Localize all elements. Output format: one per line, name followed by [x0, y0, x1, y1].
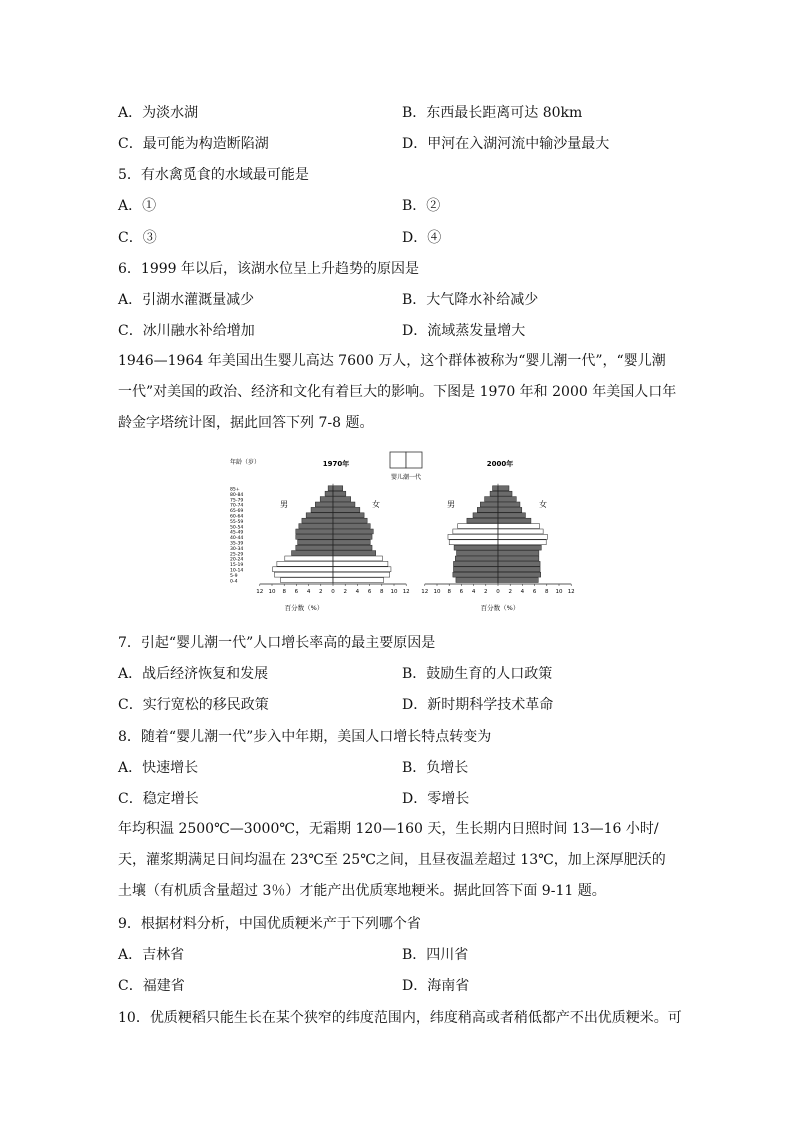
- female-bar-10-14: [498, 567, 540, 572]
- female-bar-25-29: [498, 551, 539, 556]
- age-group-label: 55-59: [230, 519, 244, 525]
- male-bar-35-39: [449, 540, 498, 545]
- age-group-label: 5-9: [230, 573, 238, 579]
- male-bar-10-14: [273, 567, 333, 572]
- male-bar-25-29: [457, 551, 498, 556]
- q4-option-b: B．东西最长距离可达 80km: [402, 105, 583, 121]
- x-tick-label: 4: [306, 589, 311, 595]
- age-group-label: 65-69: [230, 509, 244, 515]
- q5-option-d: D．④: [402, 230, 442, 246]
- x-tick-label: 4: [520, 589, 525, 595]
- q6-option-a: A．引湖水灌溉量减少: [118, 292, 255, 308]
- age-group-label: 15-19: [230, 563, 244, 569]
- x-tick-label: 8: [447, 589, 451, 595]
- age-group-label: 30-34: [230, 546, 244, 552]
- q4-option-a: A．为淡水湖: [118, 105, 199, 121]
- age-group-label: 25-29: [230, 552, 244, 558]
- age-group-label: 70-74: [230, 503, 244, 509]
- female-bar-75-79: [333, 497, 351, 502]
- x-tick-label: 12: [256, 589, 264, 595]
- q7-option-b: B．鼓励生育的人口政策: [402, 666, 553, 682]
- male-bar-80-84: [325, 491, 333, 496]
- male-bar-75-79: [485, 497, 498, 502]
- age-group-label: 10-14: [230, 568, 244, 574]
- female-bar-15-19: [498, 561, 540, 566]
- q5-option-a: A．①: [118, 198, 157, 214]
- q6-stem: 6．1999 年以后，该湖水位呈上升趋势的原因是: [118, 261, 419, 277]
- q9-option-c: C．福建省: [118, 978, 185, 994]
- x-tick-label: 8: [545, 589, 549, 595]
- male-bar-10-14: [453, 567, 498, 572]
- age-group-label: 20-24: [230, 557, 244, 563]
- q7-option-d: D．新时期科学技术革命: [402, 697, 554, 713]
- legend-label: 婴儿潮一代: [390, 474, 422, 481]
- x-tick-label: 2: [319, 589, 323, 595]
- female-bar-80-84: [333, 491, 346, 496]
- q9-option-d: D．海南省: [402, 978, 470, 994]
- male-bar-40-44: [296, 534, 333, 539]
- female-bar-40-44: [333, 534, 372, 539]
- x-axis-label-1970: 百分数（%）: [284, 604, 324, 612]
- male-bar-75-79: [320, 497, 333, 502]
- female-bar-60-64: [498, 513, 525, 518]
- male-bar-70-74: [480, 502, 498, 507]
- female-bar-55-59: [333, 518, 367, 523]
- q6-option-c: C．冰川融水补给增加: [118, 323, 255, 339]
- q10-stem: 10．优质粳稻只能生长在某个狭窄的纬度范围内，纬度稍高或者稍低都产不出优质粳米。可: [118, 1010, 682, 1026]
- x-tick-label: 6: [459, 589, 464, 595]
- population-pyramid-figure: [220, 450, 590, 618]
- male-bar-0-4: [456, 578, 498, 583]
- x-tick-label: 0: [331, 589, 335, 595]
- chart-title-2000: 2000年: [486, 460, 514, 468]
- female-bar-70-74: [498, 502, 520, 507]
- x-tick-label: 8: [380, 589, 384, 595]
- x-tick-label: 6: [367, 589, 372, 595]
- q9-option-a: A．吉林省: [118, 947, 185, 963]
- x-tick-label: 4: [471, 589, 476, 595]
- q8-option-d: D．零增长: [402, 791, 470, 807]
- q8-option-a: A．快速增长: [118, 760, 199, 776]
- female-bar-70-74: [333, 502, 355, 507]
- male-bar-40-44: [448, 534, 498, 539]
- q5-stem: 5．有水禽觅食的水域最可能是: [118, 167, 309, 183]
- male-bar-80-84: [490, 491, 498, 496]
- male-bar-70-74: [315, 502, 333, 507]
- male-bar-55-59: [467, 518, 498, 523]
- female-bar-75-79: [498, 497, 516, 502]
- female-bar-60-64: [333, 513, 364, 518]
- q4-option-d: D．甲河在入湖河流中输沙量最大: [402, 136, 610, 152]
- q6-option-d: D．流域蒸发量增大: [402, 323, 526, 339]
- x-tick-label: 0: [496, 589, 500, 595]
- female-bar-30-34: [333, 545, 372, 550]
- legend-box-right: [406, 452, 422, 468]
- female-bar-0-4: [333, 578, 384, 583]
- x-tick-label: 12: [421, 589, 429, 595]
- label-female-1970: 女: [372, 500, 380, 509]
- x-tick-label: 2: [508, 589, 512, 595]
- legend-box-left: [390, 452, 406, 468]
- female-bar-5-9: [333, 572, 390, 577]
- x-tick-label: 12: [402, 589, 410, 595]
- male-bar-65-69: [311, 507, 333, 512]
- age-group-label: 45-49: [230, 530, 244, 536]
- female-bar-55-59: [498, 518, 531, 523]
- q5-option-c: C．③: [118, 230, 157, 246]
- male-bar-5-9: [274, 572, 333, 577]
- x-tick-label: 2: [484, 589, 488, 595]
- q5-option-b: B．②: [402, 198, 441, 214]
- male-bar-45-49: [296, 529, 333, 534]
- female-bar-10-14: [333, 567, 391, 572]
- x-tick-label: 8: [282, 589, 286, 595]
- age-group-label: 50-54: [230, 525, 244, 531]
- male-bar-45-49: [453, 529, 498, 534]
- q7-stem: 7．引起“婴儿潮一代”人口增长率高的最主要原因是: [118, 635, 436, 651]
- y-axis-label: 年龄（岁）: [230, 459, 261, 466]
- male-bar-20-24: [285, 556, 333, 561]
- male-bar-0-4: [281, 578, 333, 583]
- age-group-label: 60-64: [230, 514, 244, 520]
- x-tick-label: 10: [555, 589, 563, 595]
- female-bar-80-84: [498, 491, 512, 496]
- label-male-1970: 男: [280, 500, 288, 509]
- age-group-label: 80-84: [230, 492, 244, 498]
- age-group-label: 35-39: [230, 541, 244, 547]
- male-bar-15-19: [277, 561, 333, 566]
- x-tick-label: 10: [390, 589, 398, 595]
- age-group-label: 40-44: [230, 536, 244, 542]
- chart-title-1970: 1970年: [322, 460, 350, 468]
- age-group-label: 0-4: [230, 579, 238, 585]
- q6-option-b: B．大气降水补给减少: [402, 292, 539, 308]
- female-bar-20-24: [498, 556, 539, 561]
- female-bar-40-44: [498, 534, 547, 539]
- label-female-2000: 女: [539, 500, 547, 509]
- x-tick-label: 6: [294, 589, 299, 595]
- male-bar-20-24: [455, 556, 498, 561]
- male-bar-85+: [328, 486, 333, 491]
- male-bar-30-34: [454, 545, 498, 550]
- q8-option-b: B．负增长: [402, 760, 469, 776]
- male-bar-55-59: [302, 518, 333, 523]
- female-bar-0-4: [498, 578, 538, 583]
- female-bar-35-39: [333, 540, 370, 545]
- q8-stem: 8．随着“婴儿潮一代”步入中年期，美国人口增长特点转变为: [118, 729, 492, 745]
- female-bar-50-54: [498, 524, 539, 529]
- x-tick-label: 2: [343, 589, 347, 595]
- label-male-2000: 男: [447, 500, 455, 509]
- female-bar-65-69: [333, 507, 360, 512]
- x-axis-label-2000: 百分数（%）: [480, 604, 520, 612]
- female-bar-30-34: [498, 545, 541, 550]
- age-group-label: 85+: [230, 487, 240, 493]
- q4-option-c: C．最可能为构造断陷湖: [118, 136, 269, 152]
- x-tick-label: 10: [268, 589, 276, 595]
- female-bar-15-19: [333, 561, 388, 566]
- q8-option-c: C．稳定增长: [118, 791, 199, 807]
- x-tick-label: 4: [355, 589, 360, 595]
- male-bar-65-69: [477, 507, 498, 512]
- female-bar-20-24: [333, 556, 382, 561]
- age-group-label: 75-79: [230, 498, 244, 504]
- female-bar-50-54: [333, 524, 370, 529]
- female-bar-5-9: [498, 572, 541, 577]
- x-tick-label: 12: [567, 589, 575, 595]
- male-bar-60-64: [306, 513, 333, 518]
- q7-option-c: C．实行宽松的移民政策: [118, 697, 269, 713]
- male-bar-30-34: [296, 545, 333, 550]
- female-bar-85+: [333, 486, 343, 491]
- male-bar-15-19: [453, 561, 498, 566]
- female-bar-25-29: [333, 551, 376, 556]
- male-bar-50-54: [458, 524, 498, 529]
- q9-option-b: B．四川省: [402, 947, 469, 963]
- q7-option-a: A．战后经济恢复和发展: [118, 666, 269, 682]
- passage-7-8: 1946—1964 年美国出生婴儿高达 7600 万人，这个群体被称为“婴儿潮一代”，“婴儿潮一代”对美国的政治、经济和文化有着巨大的影响。下图是 1970 年和 2000 年美国人口年龄金字塔统计图，据此回答下列 7-8 题。: [118, 353, 677, 431]
- passage-9-11: 年均积温 2500℃—3000℃，无霜期 120—160 天，生长期内日照时间 13—16 小时/天，灌浆期满足日间均温在 23℃至 25℃之间，且昼夜温差超过 13℃，加上深厚肥沃的土壤（有机质含量超过 3％）才能产出优质寒地粳米。据此回答下面 9-11 题。: [118, 821, 666, 899]
- female-bar-45-49: [333, 529, 373, 534]
- x-tick-label: 10: [433, 589, 441, 595]
- female-bar-35-39: [498, 540, 546, 545]
- male-bar-35-39: [298, 540, 333, 545]
- q9-stem: 9．根据材料分析，中国优质粳米产于下列哪个省: [118, 916, 421, 932]
- x-tick-label: 6: [532, 589, 537, 595]
- male-bar-50-54: [299, 524, 333, 529]
- male-bar-25-29: [292, 551, 333, 556]
- male-bar-5-9: [453, 572, 498, 577]
- male-bar-60-64: [473, 513, 498, 518]
- female-bar-45-49: [498, 529, 543, 534]
- female-bar-65-69: [498, 507, 522, 512]
- male-bar-85+: [493, 486, 498, 491]
- female-bar-85+: [498, 486, 509, 491]
